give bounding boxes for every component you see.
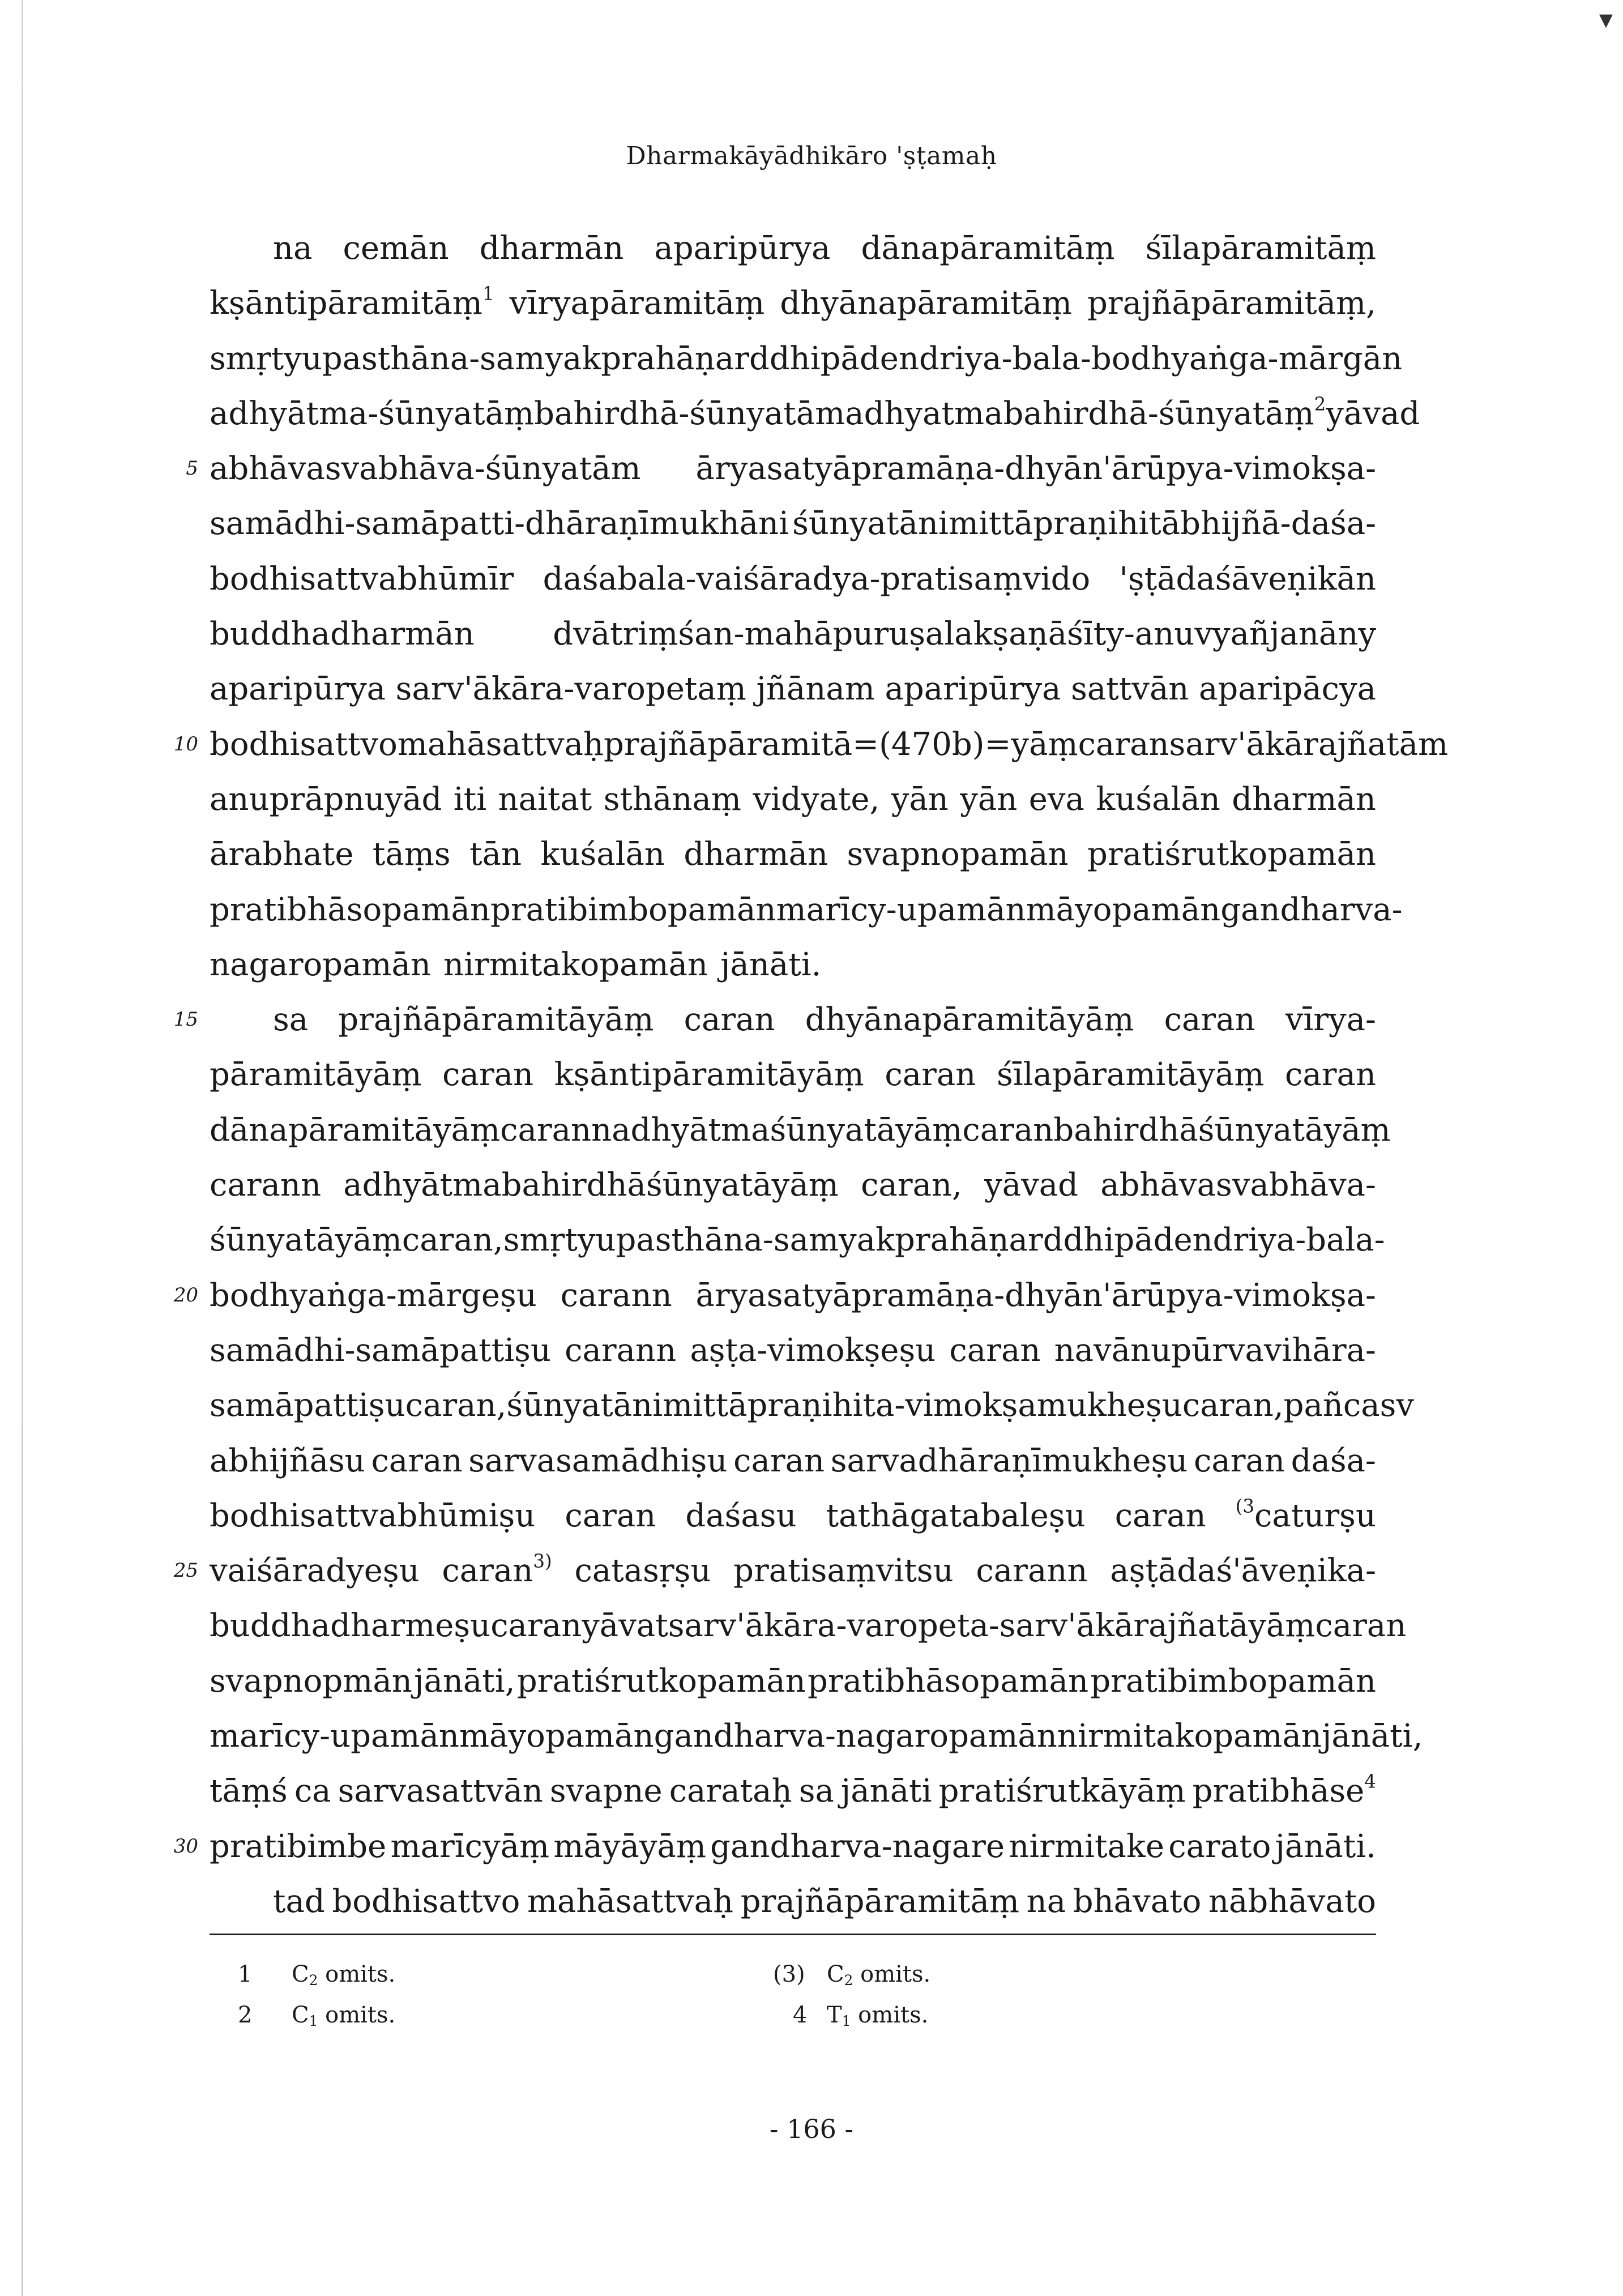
- footnote-number: 4: [793, 2002, 808, 2028]
- word: caran: [565, 1497, 656, 1534]
- footnote-siglum-sub: 1: [842, 2013, 851, 2030]
- word: tad: [273, 1883, 325, 1920]
- footnote-siglum-sub: 2: [309, 1972, 318, 1989]
- word: jānāti.: [1275, 1828, 1376, 1865]
- word: samādhi-samāpatti-dhāraṇīmukhāni: [210, 505, 789, 543]
- text-line: [210, 221, 1376, 276]
- word: eva: [1028, 780, 1084, 818]
- word: nagaropamān: [210, 946, 431, 983]
- word: ca: [294, 1773, 331, 1810]
- page-number: - 166 -: [769, 2114, 854, 2144]
- text-line: [186, 441, 1376, 496]
- word: vīryapāramitāṃ: [509, 285, 765, 322]
- footnote-2: [238, 1995, 395, 2035]
- word: aṣṭa-vimokṣeṣu: [690, 1331, 936, 1369]
- line-number: 5: [186, 457, 198, 480]
- word: pratibimbopamān: [1090, 1662, 1376, 1700]
- text-line: [210, 1323, 1376, 1378]
- word: vaiśāradyeṣu: [210, 1552, 420, 1590]
- line-number: 10: [173, 732, 198, 756]
- text-line: [173, 1819, 1376, 1874]
- word: āryasatyāpramāṇa-dhyān'ārūpya-vimokṣa-: [695, 450, 1376, 488]
- footnote-1: [238, 1954, 395, 1995]
- word: pratibimbe: [210, 1828, 387, 1865]
- word: jānāti: [840, 1773, 932, 1810]
- text-line: [210, 552, 1376, 607]
- word: smṛtyupasthāna-samyakprahāṇarddhipādendriya-bala-: [503, 1222, 1385, 1259]
- footnotes: [238, 1954, 1087, 2035]
- text-line: [210, 496, 1376, 551]
- word: pratibimbopamān: [490, 891, 776, 928]
- word: tāṃś: [210, 1773, 288, 1810]
- word: jānāti,: [414, 1662, 515, 1700]
- word: daśa-: [1291, 1442, 1376, 1479]
- footnote-marker: 4: [1364, 1770, 1376, 1793]
- word: abhijñāsu: [210, 1442, 365, 1479]
- word: yāvad: [1326, 395, 1420, 432]
- main-text-block: [173, 221, 1449, 1929]
- word: samyakprahāṇarddhipādendriya-: [480, 340, 1013, 377]
- word: carann: [210, 1167, 322, 1204]
- word: jñānam: [756, 671, 875, 708]
- text-line: [210, 276, 1376, 331]
- text-line: [210, 1433, 1376, 1488]
- word: sarvasattvān: [338, 1773, 543, 1810]
- word: ārabhate: [210, 836, 354, 873]
- word: nirmitake: [1009, 1828, 1165, 1865]
- word: caran: [1078, 725, 1169, 763]
- word: śūnyatānimittāpraṇihitābhijñā-daśa-: [792, 505, 1376, 543]
- word: svapnopmān: [210, 1662, 412, 1700]
- word: abhāvasvabhāva-: [1100, 1167, 1376, 1204]
- word: caran: [684, 1001, 775, 1039]
- word: māyāyāṃ: [553, 1828, 706, 1865]
- word: yān: [960, 780, 1018, 818]
- word: pratibhāsopamān: [808, 1662, 1089, 1700]
- footnote-row: [238, 1954, 1087, 1995]
- word: prajñāpāramitā=(470b)=yāṃ: [604, 725, 1078, 763]
- word: adhyatmabahirdhā-śūnyatāṃ$^2$: [845, 393, 1326, 432]
- word: caran: [1285, 1056, 1376, 1094]
- word: marīcy-upamān: [210, 1718, 459, 1755]
- word: iti: [453, 780, 487, 818]
- word: dhyānapāramitāyāṃ: [805, 1001, 1134, 1039]
- footnote-siglum: C: [292, 1961, 309, 1987]
- word: aparipūrya: [654, 230, 831, 267]
- word: adhyātma-śūnyatāṃ: [210, 395, 535, 432]
- word: sarv'ākāra-varopetaṃ: [395, 671, 746, 708]
- word: mahāsattvaḥ: [527, 1883, 734, 1920]
- word: adhyātmabahirdhāśūnyatāyāṃ: [343, 1167, 839, 1204]
- word: caran,: [861, 1167, 962, 1204]
- word: daśabala-vaiśāradya-pratisaṃvido: [543, 560, 1091, 598]
- word: mahāsattvaḥ: [397, 725, 604, 763]
- word: prajñāpāramitāyāṃ: [338, 1001, 654, 1039]
- word: aṣṭādaś'āveṇika-: [1110, 1552, 1376, 1590]
- footnote-siglum-sub: 1: [309, 2013, 318, 2030]
- word: bahirdhā-śūnyatām: [534, 395, 845, 432]
- word: kṣāntipāramitāṃ$^1$: [210, 283, 494, 322]
- word: nirmitakopamān: [1057, 1718, 1322, 1755]
- text-line: [210, 1764, 1376, 1819]
- text-line: [210, 1488, 1376, 1543]
- word: tathāgatabaleṣu: [826, 1497, 1086, 1534]
- word: śūnyatāyāṃ: [210, 1222, 402, 1259]
- word: nirmitakopamān: [443, 946, 708, 983]
- word: yāvat: [582, 1607, 668, 1645]
- word: cemān: [343, 230, 449, 267]
- word: bala-: [1012, 340, 1091, 377]
- word: caran: [442, 1056, 534, 1094]
- word: bodhisattvabhūmīr: [210, 560, 514, 598]
- text-line: [210, 386, 1420, 441]
- word: naitat: [498, 780, 592, 818]
- word: caran,: [402, 1222, 503, 1259]
- footnote-number: 2: [238, 2002, 253, 2028]
- footnote-number: (3): [773, 1961, 805, 1987]
- word: dharmān: [479, 230, 624, 267]
- word: sarvadhāraṇīmukheṣu: [830, 1442, 1188, 1479]
- line-number: 15: [173, 1008, 198, 1031]
- word: pratibhāse$^4$: [1192, 1770, 1376, 1810]
- word: smṛtyupasthāna-: [210, 340, 480, 377]
- word: caran$^{3)}$: [442, 1550, 552, 1590]
- word: sarvasamādhiṣu: [468, 1442, 728, 1479]
- word: bodhisattvabhūmiṣu: [210, 1497, 536, 1534]
- word: pratibhāsopamān: [210, 891, 490, 928]
- word: dharmān: [1232, 780, 1376, 818]
- word: pañcasv: [1283, 1387, 1415, 1424]
- footnote-marker: 1: [482, 283, 494, 305]
- word: caran: [1114, 1497, 1206, 1534]
- word: vīrya-: [1285, 1001, 1376, 1039]
- text-line: [210, 1047, 1376, 1102]
- word: marīcy-upamān: [776, 891, 1026, 928]
- word: marīcyāṃ: [390, 1828, 550, 1865]
- word: sa: [273, 1001, 309, 1039]
- text-line: [210, 827, 1376, 882]
- word: kuśalān: [1096, 780, 1220, 818]
- word: tāṃs: [372, 836, 451, 873]
- word: anuprāpnuyād: [210, 780, 442, 818]
- word: pratiśrutkopamān: [516, 1662, 806, 1700]
- word: navānupūrvavihāra-: [1054, 1331, 1376, 1369]
- word: caran: [733, 1442, 825, 1479]
- footnote-row: [238, 1995, 1087, 2035]
- word: sthānaṃ: [603, 780, 741, 818]
- word: bahirdhāśūnyatāyāṃ: [1053, 1111, 1391, 1149]
- word: sarv'ākāra-varopeta-sarv'ākārajñatāyāṃ: [668, 1607, 1316, 1645]
- word: śīlapāramitāṃ: [1145, 230, 1376, 267]
- word: jānāti,: [1321, 1718, 1423, 1755]
- word: gandharva-nagare: [710, 1828, 1005, 1865]
- word: aparipācya: [1199, 671, 1376, 708]
- word: carann: [565, 1331, 677, 1369]
- word: dānapāramitāṃ: [861, 230, 1115, 267]
- footnote-4: [793, 1995, 928, 2035]
- word: āryasatyāpramāṇa-dhyān'ārūpya-vimokṣa-: [695, 1277, 1376, 1314]
- word: dānapāramitāyāṃ: [210, 1111, 501, 1149]
- word: gandharva-: [1220, 891, 1403, 928]
- word: bodhisattvo: [332, 1883, 520, 1920]
- word: caran: [1315, 1607, 1407, 1645]
- text-line: [210, 1103, 1391, 1158]
- text-line: [173, 992, 1376, 1047]
- word: kuśalān: [540, 836, 665, 873]
- word: caran,: [1182, 1387, 1284, 1424]
- word: caran: [1164, 1001, 1255, 1039]
- word: samādhi-samāpattiṣu: [210, 1331, 551, 1369]
- word: kṣāntipāramitāyāṃ: [554, 1056, 864, 1094]
- word: $^{(3}$caturṣu: [1235, 1495, 1376, 1534]
- text-line: [210, 1378, 1415, 1433]
- footnote-marker: 2: [1314, 393, 1326, 415]
- word: adhyātmaśūnyatāyāṃ: [612, 1111, 963, 1149]
- word: māyopamān: [1026, 891, 1221, 928]
- word: svapne: [549, 1773, 663, 1810]
- word: sattvān: [1071, 671, 1189, 708]
- word: yān: [891, 780, 949, 818]
- footnote-text: omits.: [851, 2002, 929, 2028]
- text-line: [210, 882, 1403, 937]
- text-line: [210, 1709, 1423, 1764]
- word: na: [1026, 1883, 1066, 1920]
- word: prajñāpāramitāṃ: [740, 1883, 1019, 1920]
- text-line: [210, 1213, 1385, 1268]
- line-number: 25: [173, 1559, 198, 1582]
- text-line: [210, 1158, 1376, 1213]
- word: bhāvato: [1073, 1883, 1202, 1920]
- word: mārgān: [1278, 340, 1403, 377]
- word: buddhadharmān: [210, 616, 475, 653]
- text-line: [210, 1874, 1376, 1929]
- footnote-text: omits.: [318, 1961, 396, 1987]
- footnote-siglum-sub: 2: [844, 1972, 853, 1989]
- word: māyopamān: [459, 1718, 654, 1755]
- footnote-siglum: C: [827, 1961, 844, 1987]
- word: aparipūrya: [210, 671, 386, 708]
- word: caran: [962, 1111, 1054, 1149]
- word: dharmān: [684, 836, 828, 873]
- footnote-3: [773, 1954, 930, 1995]
- word: carataḥ: [669, 1773, 792, 1810]
- word: abhāvasvabhāva-śūnyatām: [210, 450, 641, 488]
- word: jānāti.: [720, 946, 822, 983]
- word: sa: [798, 1773, 834, 1810]
- text-line: [173, 1543, 1376, 1598]
- line-number: 20: [173, 1283, 198, 1307]
- word: śīlapāramitāyāṃ: [996, 1056, 1265, 1094]
- word: daśasu: [685, 1497, 797, 1534]
- word: yāvad: [984, 1167, 1078, 1204]
- word: carann: [560, 1277, 672, 1314]
- word: nābhāvato: [1208, 1883, 1376, 1920]
- word: caran: [490, 1607, 582, 1645]
- text-line: [173, 1268, 1376, 1323]
- text-line: [210, 607, 1376, 662]
- word: svapnopamān: [847, 836, 1069, 873]
- running-head: Dharmakāyādhikāro 'ṣṭamaḥ: [626, 142, 997, 170]
- word: aparipūrya: [885, 671, 1061, 708]
- word: bodhisattvo: [210, 725, 398, 763]
- word: dvātriṃśan-mahāpuruṣalakṣaṇāśīty-anuvyañjanāny: [553, 616, 1376, 653]
- text-line: [173, 717, 1449, 772]
- word: gandharva-nagaropamān: [654, 1718, 1057, 1755]
- footnote-rule: [210, 1934, 1376, 1935]
- text-line: [210, 772, 1376, 827]
- word: 'ṣṭādaśāveṇikān: [1119, 560, 1376, 598]
- word: na: [273, 230, 313, 267]
- word: śūnyatānimittāpraṇihita-vimokṣamukheṣu: [506, 1387, 1182, 1424]
- word: caran: [1193, 1442, 1285, 1479]
- word: carann: [976, 1552, 1088, 1590]
- word: vidyate,: [753, 780, 880, 818]
- word: caran: [949, 1331, 1041, 1369]
- word: dhyānapāramitāṃ: [780, 285, 1073, 322]
- word: caran,: [405, 1387, 507, 1424]
- corner-scan-mark: ▾: [1599, 3, 1613, 35]
- text-line: [210, 662, 1376, 716]
- word: buddhadharmeṣu: [210, 1607, 491, 1645]
- text-line: [210, 331, 1403, 386]
- footnote-number: 1: [238, 1961, 253, 1987]
- word: pratiśrutkāyāṃ: [938, 1773, 1186, 1810]
- word: tān: [469, 836, 522, 873]
- footnote-text: omits.: [853, 1961, 931, 1987]
- word: caran: [371, 1442, 463, 1479]
- word: samāpattiṣu: [210, 1387, 405, 1424]
- text-line: [210, 937, 1376, 992]
- footnote-text: omits.: [318, 2002, 396, 2028]
- text-line: [210, 1654, 1376, 1709]
- word: pratisaṃvitsu: [733, 1552, 954, 1590]
- scan-edge-line: [22, 0, 23, 2296]
- word: carann: [500, 1111, 612, 1149]
- line-number: 30: [173, 1834, 198, 1858]
- word: catasṛṣu: [574, 1552, 711, 1590]
- footnote-siglum: C: [292, 2002, 309, 2028]
- word: sarv'ākārajñatām: [1169, 725, 1449, 763]
- word: carato: [1168, 1828, 1271, 1865]
- text-line: [210, 1598, 1407, 1653]
- word: pāramitāyāṃ: [210, 1056, 422, 1094]
- word: caran: [885, 1056, 976, 1094]
- word: bodhyaṅga-: [1091, 340, 1279, 377]
- word: prajñāpāramitāṃ,: [1087, 285, 1376, 322]
- word: bodhyaṅga-mārgeṣu: [210, 1277, 537, 1314]
- word: pratiśrutkopamān: [1087, 836, 1376, 873]
- footnote-siglum: T: [827, 2002, 842, 2028]
